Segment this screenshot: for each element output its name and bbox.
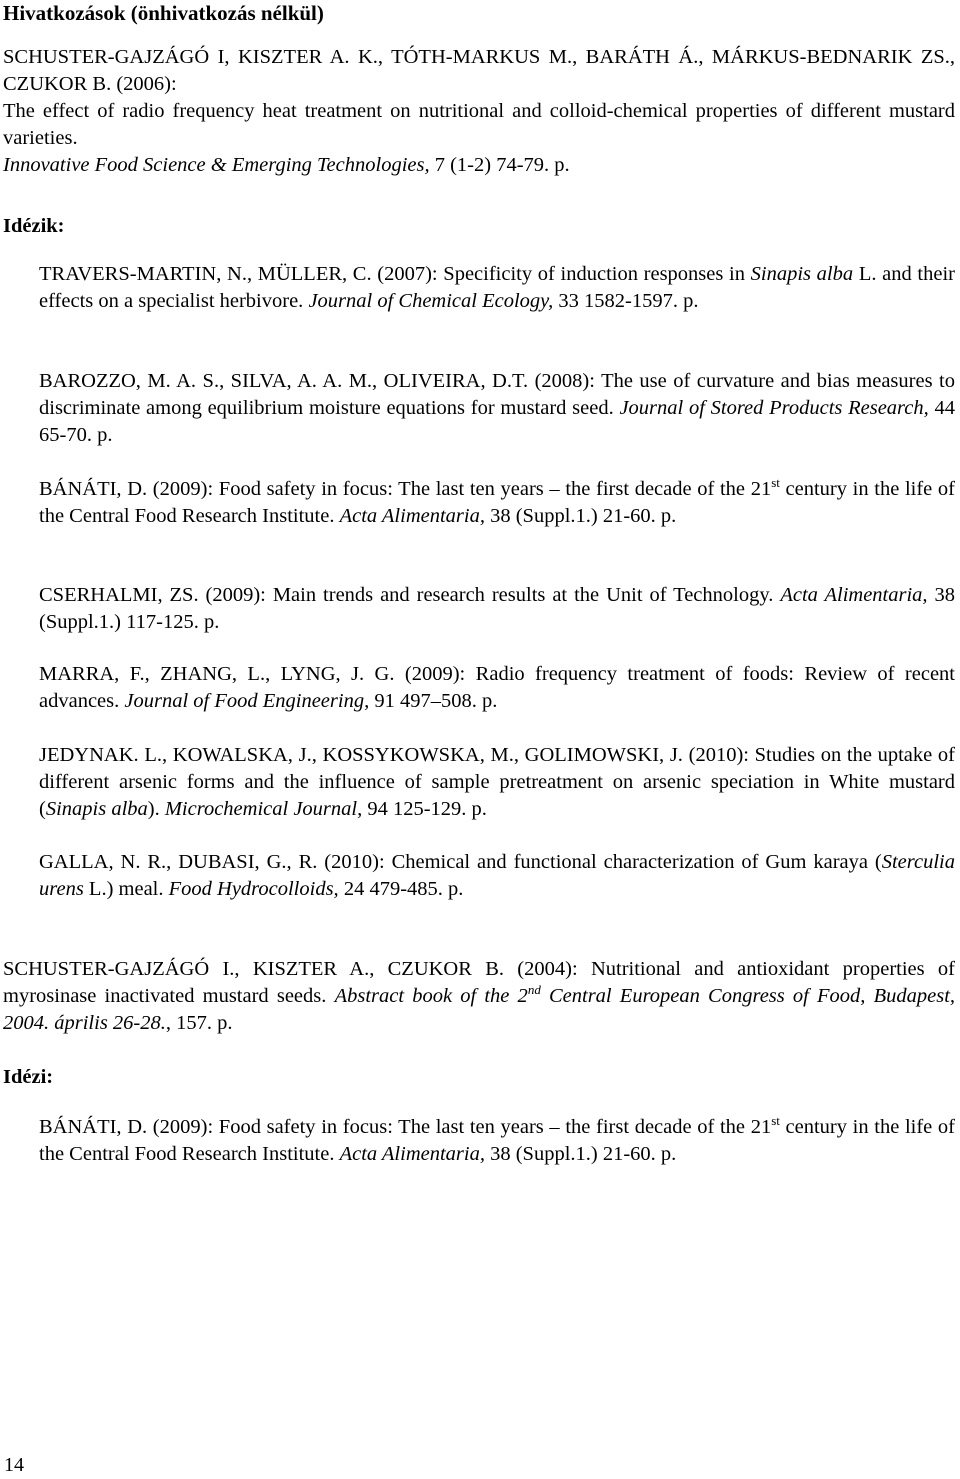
- citation-entry: [39, 742, 955, 823]
- citation-journal: Food Hydrocolloids,: [168, 878, 339, 900]
- citation-text: century in the life of the Central Food Research Institute.: [39, 1116, 955, 1165]
- citation-journal: Acta Alimentaria,: [780, 584, 928, 606]
- citation-text: TRAVERS-MARTIN, N., MÜLLER, C. (2007): Specificity of induction responses in: [39, 263, 751, 285]
- citation-text: BÁNÁTI, D. (2009): Food safety in focus: The last ten years – the first decade of the 21: [39, 1116, 772, 1138]
- citation-species: Sinapis alba: [750, 263, 854, 285]
- citation-superscript: st: [771, 1113, 780, 1129]
- publication-venue: Central European Congress of Food, Budapest, 2004. április 26-28.: [3, 985, 956, 1034]
- section-heading: Hivatkozások (önhivatkozás nélkül): [3, 1, 324, 25]
- citation-text: century in the life of the Central Food Research Institute.: [39, 478, 955, 527]
- citation-journal: Acta Alimentaria,: [339, 505, 485, 527]
- citation-text: GALLA, N. R., DUBASI, G., R. (2010): Chemical and functional characterization of Gum karaya (: [39, 851, 882, 873]
- citation-text: JEDYNAK. L., KOWALSKA, J., KOSSYKOWSKA, M., GOLIMOWSKI, J. (2010): Studies on the uptake of different arsenic forms and the influence of sample pretreatment on arsenic speciation in White mustard (: [39, 744, 955, 820]
- publication-entry: [3, 44, 955, 179]
- citation-superscript: st: [771, 475, 780, 491]
- citation-text: MARRA, F., ZHANG, L., LYNG, J. G. (2009): Radio frequency treatment of foods: Review of recent advances.: [39, 663, 955, 712]
- citation-pages: 94 125-129. p.: [362, 798, 487, 820]
- citation-journal: Acta Alimentaria,: [339, 1143, 485, 1165]
- citation-pages: 91 497–508. p.: [369, 690, 498, 712]
- citation-pages: 38 (Suppl.1.) 21-60. p.: [484, 1143, 677, 1165]
- citation-pages: 33 1582-1597. p.: [553, 290, 699, 312]
- citation-pages: 44 65-70. p.: [39, 397, 955, 446]
- citation-journal: Journal of Food Engineering,: [124, 690, 370, 712]
- publication-venue: Abstract book of the 2: [334, 985, 528, 1007]
- citation-journal: Journal of Chemical Ecology,: [308, 290, 554, 312]
- citation-text: BÁNÁTI, D. (2009): Food safety in focus: The last ten years – the first decade of the 21: [39, 478, 772, 500]
- citation-pages: 24 479-485. p.: [338, 878, 464, 900]
- citation-species: Sterculia urens: [39, 851, 955, 900]
- citation-entry: [39, 849, 955, 903]
- citation-pages: 38 (Suppl.1.) 21-60. p.: [484, 505, 677, 527]
- publication-text: SCHUSTER-GAJZÁGÓ I., KISZTER A., CZUKOR B. (2004): Nutritional and antioxidant properties of myrosinase inactivated mustard seeds.: [3, 958, 955, 1007]
- page-number: 14: [4, 1454, 24, 1476]
- citation-entry: [39, 1114, 955, 1168]
- publication-title: The effect of radio frequency heat treatment on nutritional and colloid-chemical properties of different mustard varieties.: [3, 100, 955, 149]
- citation-entry: [39, 661, 955, 715]
- publication-pages: , 157. p.: [165, 1012, 233, 1034]
- publication-entry: [3, 956, 955, 1037]
- cited-by-label: Idézi:: [3, 1066, 54, 1088]
- citation-text: L.) meal.: [83, 878, 169, 900]
- publication-authors: SCHUSTER-GAJZÁGÓ I, KISZTER A. K., TÓTH-MARKUS M., BARÁTH Á., MÁRKUS-BEDNARIK ZS., CZUKOR B. (2006):: [3, 46, 955, 95]
- citation-journal: Microchemical Journal,: [164, 798, 363, 820]
- citation-species: Sinapis alba: [45, 798, 148, 820]
- citation-journal: Journal of Stored Products Research,: [619, 397, 929, 419]
- publication-pages: 7 (1-2) 74-79. p.: [429, 154, 570, 176]
- citation-entry: [39, 582, 955, 636]
- cited-by-label: Idézik:: [3, 215, 65, 237]
- citation-text: BAROZZO, M. A. S., SILVA, A. A. M., OLIVEIRA, D.T. (2008): The use of curvature and bias measures to discriminate among equilibrium moisture equations for mustard seed.: [39, 370, 955, 419]
- citation-entry: [39, 261, 955, 315]
- publication-journal: Innovative Food Science & Emerging Technologies,: [3, 154, 430, 176]
- citation-pages: 38 (Suppl.1.) 117-125. p.: [39, 584, 956, 633]
- citation-text: L. and their effects on a specialist herbivore.: [39, 263, 955, 312]
- publication-superscript: nd: [527, 982, 541, 998]
- citation-entry: [39, 476, 955, 530]
- citation-text: CSERHALMI, ZS. (2009): Main trends and research results at the Unit of Technology.: [39, 584, 781, 606]
- citation-entry: [39, 368, 955, 449]
- citation-text: ).: [147, 798, 165, 820]
